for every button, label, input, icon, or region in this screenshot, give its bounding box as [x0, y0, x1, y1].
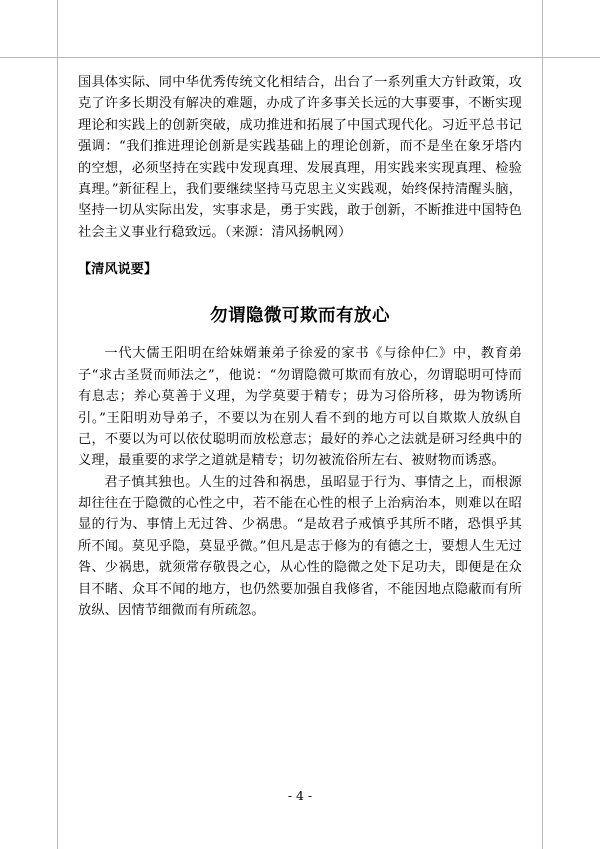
paragraph-continuation: 国具体实际、同中华优秀传统文化相结合，出台了一系列重大方针政策，攻克了许多长期没有解决的难题，办成了许多事关长远的大事要事，不断实现理论和实践上的创新突破，成功推进和拓展了中国式现代化。习近平总书记强调：“我们推进理论创新是实践基础上的理论创新，而不是坐在象牙塔内的空想，必须坚持在实践中发现真理、发展真理，用实践来实现真理、检验真理。”新征程上，我们要继续坚持马克思主义实践观，始终保持清醒头脑，坚持一切从实际出发，实事求是，勇于实践，敢于创新，不断推进中国特色社会主义事业行稳致远。（来源：清风扬帆网） [78, 75, 522, 240]
article-title: 勿谓隐微可欺而有放心 [210, 306, 390, 327]
page-border-right [542, 0, 543, 849]
article-paragraph-2: 君子慎其独也。人生的过咎和祸患，虽昭显于行为、事情之上，而根源却往往在于隐微的心性之中，若不能在心性的根子上治病治本，则难以在昭显的行为、事情上无过咎、少祸患。“是故君子戒慎乎其所不睹，恐惧乎其所不闻。莫见乎隐，莫显乎微。”但凡是志于修为的有德之士，要想人生无过咎、少祸患，就须常存敬畏之心，从心性的隐微之处下足功夫，即便是在众目不睹、众耳不闻的地方，也仍然要加强自我修省，不能因地点隐蔽而有所放纵、因情节细微而有所疏忽。 [78, 474, 522, 618]
page-border-left [57, 0, 58, 849]
article-paragraph-1: 一代大儒王阳明在给妹婿兼弟子徐爱的家书《与徐仲仁》中，教育弟子“求古圣贤而师法之”，他说：“勿谓隐微可欺而有放心，勿谓聪明可恃而有息志；养心莫善于义理，为学莫要于精专；毋为习俗所移，毋为物诱所引。”王阳明劝导弟子，不要以为在别人看不到的地方可以自欺欺人放纵自己，不要以为可以依仗聪明而放松意志；最好的养心之法就是研习经典中的义理，最重要的求学之道就是精专；切勿被流俗所左右、被财物而诱惑。 [78, 346, 522, 469]
page-number: - 4 - [287, 788, 313, 803]
section-label: 【清风说要】 [78, 262, 158, 277]
page-border-top [0, 57, 600, 58]
